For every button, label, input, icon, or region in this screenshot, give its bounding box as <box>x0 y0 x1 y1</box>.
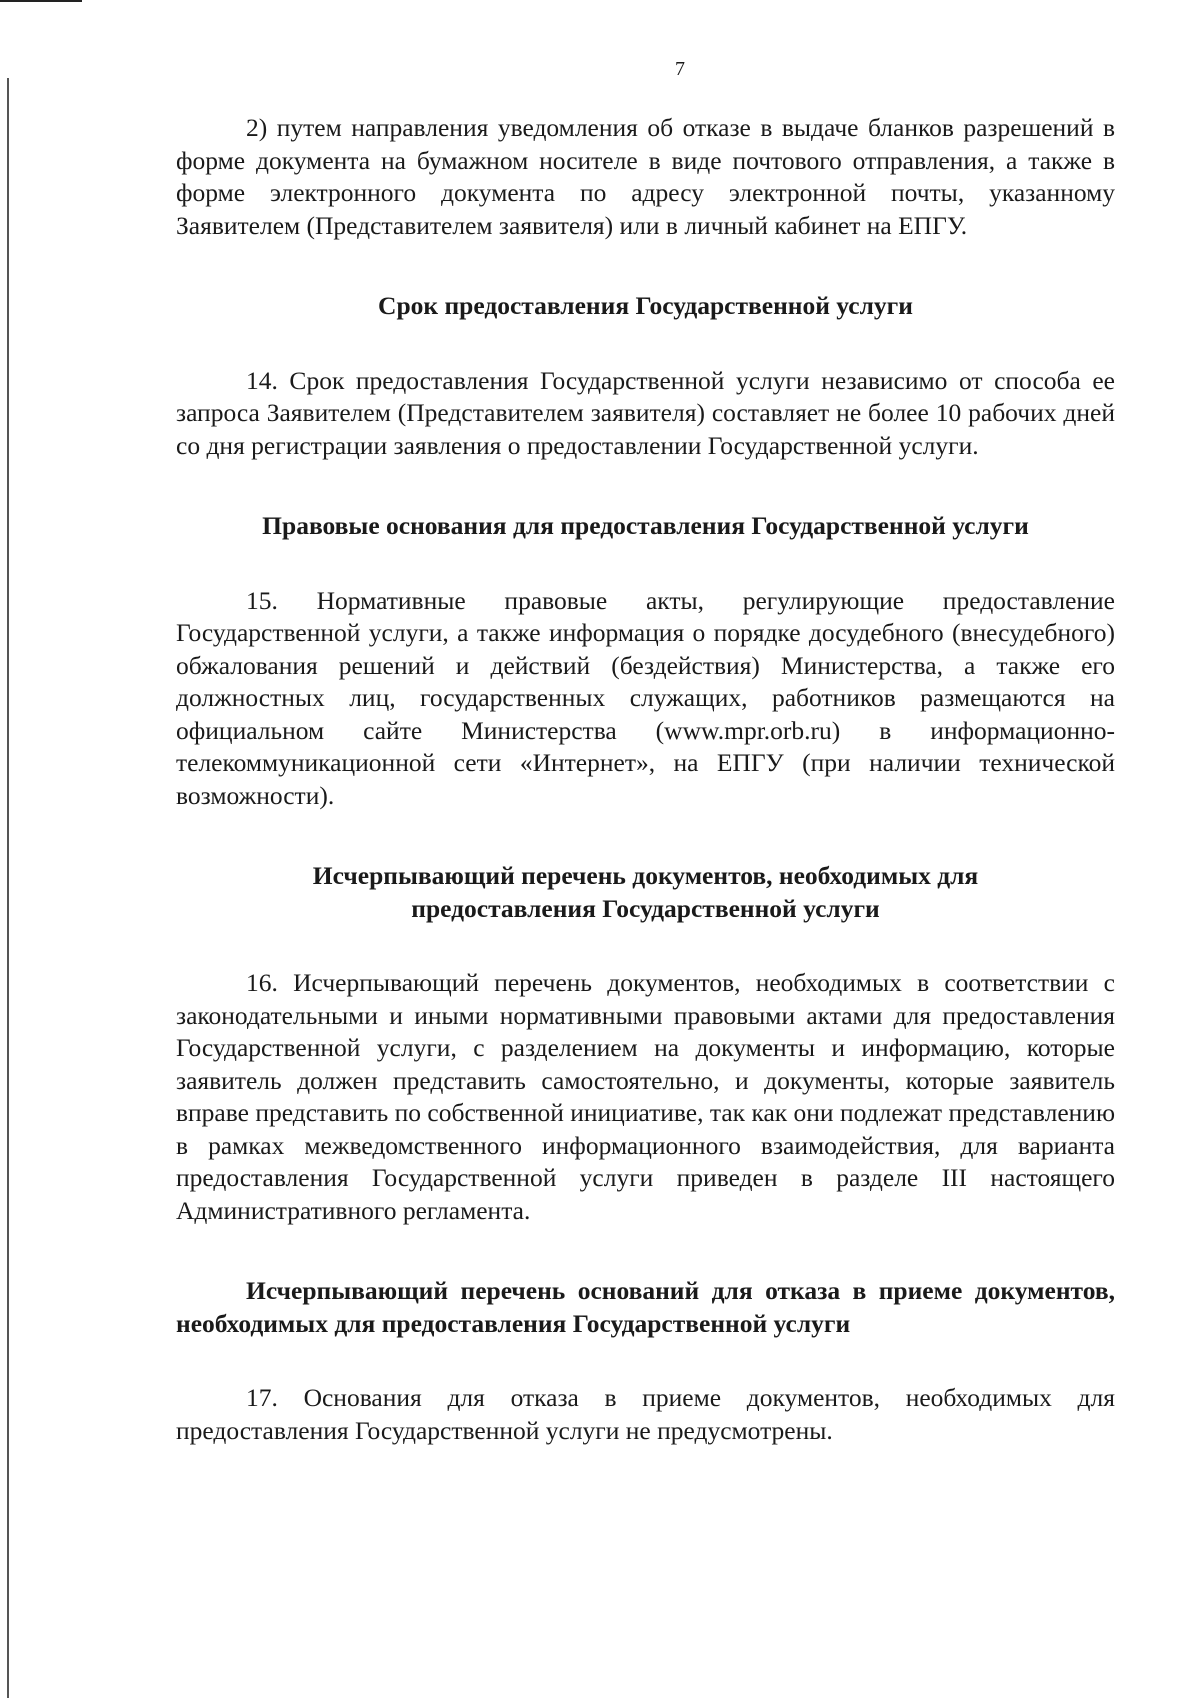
section-heading-refusal-grounds: Исчерпывающий перечень оснований для отказа в приеме документов, необходимых для предоставления Государственной услуги <box>176 1276 1115 1338</box>
paragraph-15: 15. Нормативные правовые акты, регулирующие предоставление Государственной услуги, а также информация о порядке досудебного (внесудебного) обжалования решений и действий (бездействия) Министерства, а также его должностных лиц, государственных служащих, работников размещаются на официальном сайте Министерства (www.mpr.orb.ru) в информационно-телекоммуникационной сети «Интернет», на ЕПГУ (при наличии технической возможности). <box>176 585 1115 810</box>
paragraph-17: 17. Основания для отказа в приеме документов, необходимых для предоставления Государственной услуги не предусмотрены. <box>176 1383 1115 1445</box>
paragraph-14: 14. Срок предоставления Государственной услуги независимо от способа ее запроса Заявителем (Представителем заявителя) составляет не более 10 рабочих дней со дня регистрации заявления о предоставлении Государственной услуги. <box>176 365 1115 460</box>
section-heading-term: Срок предоставления Государственной услуги <box>378 291 913 320</box>
spacer <box>176 1227 1115 1275</box>
document-body <box>176 112 1115 1447</box>
spacer <box>176 812 1115 860</box>
spacer <box>176 543 1115 585</box>
scan-edge-mark-top <box>0 0 82 2</box>
section-heading-documents-line-2: предоставления Государственной услуги <box>411 893 880 923</box>
spacer <box>176 323 1115 365</box>
paragraph-item-2: 2) путем направления уведомления об отказе в выдаче бланков разрешений в форме документа на бумажном носителе в виде почтового отправления, а также в форме электронного документа по адресу электронной почты, указанному Заявителем (Представителем заявителя) или в личный кабинет на ЕПГУ. <box>176 113 1115 240</box>
paragraph-16: 16. Исчерпывающий перечень документов, необходимых в соответствии с законодательными и иными нормативными правовыми актами для предоставления Государственной услуги, с разделением на документы и информацию, которые заявитель должен представить самостоятельно, и документы, которые заявитель вправе представить по собственной инициативе, так как они подлежат представлению в рамках межведомственного информационного взаимодействия, для варианта предоставления Государственной услуги приведен в разделе III настоящего Административного регламента. <box>176 968 1115 1225</box>
spacer <box>176 242 1115 290</box>
spacer <box>176 462 1115 510</box>
scan-edge-mark-left <box>7 78 9 1698</box>
spacer <box>176 925 1115 967</box>
section-heading-documents-line-1: Исчерпывающий перечень документов, необходимых для <box>312 861 979 890</box>
spacer <box>176 1340 1115 1382</box>
page-number: 7 <box>675 58 685 80</box>
section-heading-legal-basis: Правовые основания для предоставления Государственной услуги <box>262 511 1029 540</box>
